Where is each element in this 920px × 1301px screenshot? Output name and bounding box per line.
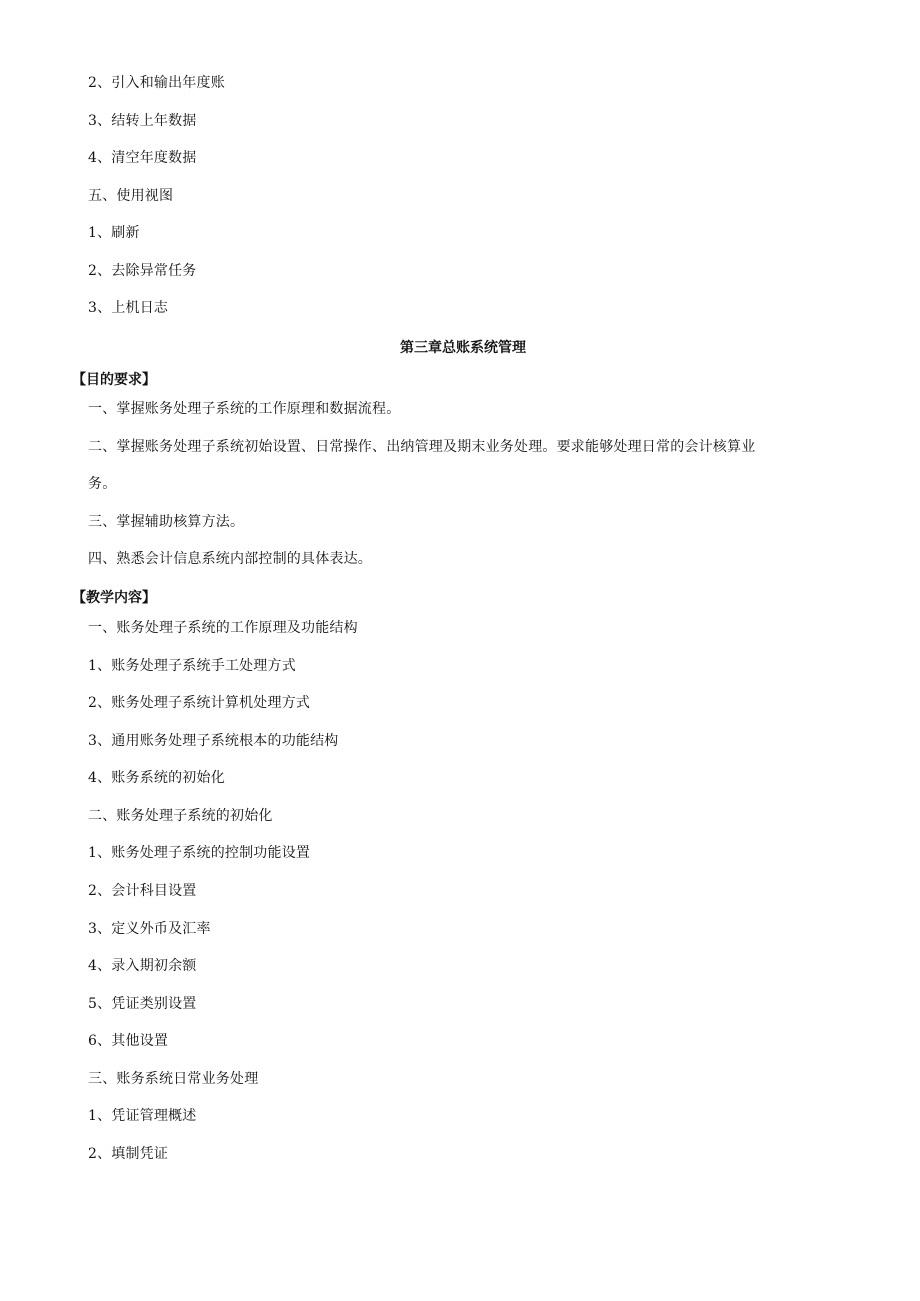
content-item: 6、其他设置 bbox=[88, 1033, 169, 1049]
list-item: 3、上机日志 bbox=[88, 300, 169, 316]
list-item: 2、去除异常任务 bbox=[88, 263, 197, 279]
objectives-heading: 【目的要求】 bbox=[72, 372, 156, 388]
objective-item: 一、掌握账务处理子系统的工作原理和数据流程。 bbox=[88, 401, 401, 417]
objective-item-continuation: 务。 bbox=[88, 476, 117, 492]
content-item: 3、定义外币及汇率 bbox=[88, 921, 211, 937]
content-heading: 【教学内容】 bbox=[72, 590, 156, 606]
objective-item: 二、掌握账务处理子系统初始设置、日常操作、出纳管理及期末业务处理。要求能够处理日常的会计核算业 bbox=[88, 439, 756, 455]
content-item: 2、账务处理子系统计算机处理方式 bbox=[88, 695, 311, 711]
objective-item: 三、掌握辅助核算方法。 bbox=[88, 514, 245, 530]
content-item: 4、录入期初余额 bbox=[88, 958, 197, 974]
section-item: 五、使用视图 bbox=[88, 188, 174, 204]
content-item: 3、通用账务处理子系统根本的功能结构 bbox=[88, 733, 339, 749]
chapter-title: 第三章总账系统管理 bbox=[400, 340, 526, 356]
content-item: 5、凭证类别设置 bbox=[88, 996, 197, 1012]
objective-item: 四、熟悉会计信息系统内部控制的具体表达。 bbox=[88, 551, 372, 567]
content-item: 2、会计科目设置 bbox=[88, 883, 197, 899]
content-item: 一、账务处理子系统的工作原理及功能结构 bbox=[88, 620, 358, 636]
list-item: 1、刷新 bbox=[88, 225, 140, 241]
list-item: 4、清空年度数据 bbox=[88, 150, 197, 166]
content-item: 1、账务处理子系统手工处理方式 bbox=[88, 658, 296, 674]
content-item: 二、账务处理子系统的初始化 bbox=[88, 808, 273, 824]
content-item: 三、账务系统日常业务处理 bbox=[88, 1071, 259, 1087]
list-item: 2、引入和输出年度账 bbox=[88, 75, 225, 91]
content-item: 2、填制凭证 bbox=[88, 1146, 169, 1162]
content-item: 4、账务系统的初始化 bbox=[88, 770, 225, 786]
content-item: 1、凭证管理概述 bbox=[88, 1108, 197, 1124]
content-item: 1、账务处理子系统的控制功能设置 bbox=[88, 845, 311, 861]
list-item: 3、结转上年数据 bbox=[88, 113, 197, 129]
